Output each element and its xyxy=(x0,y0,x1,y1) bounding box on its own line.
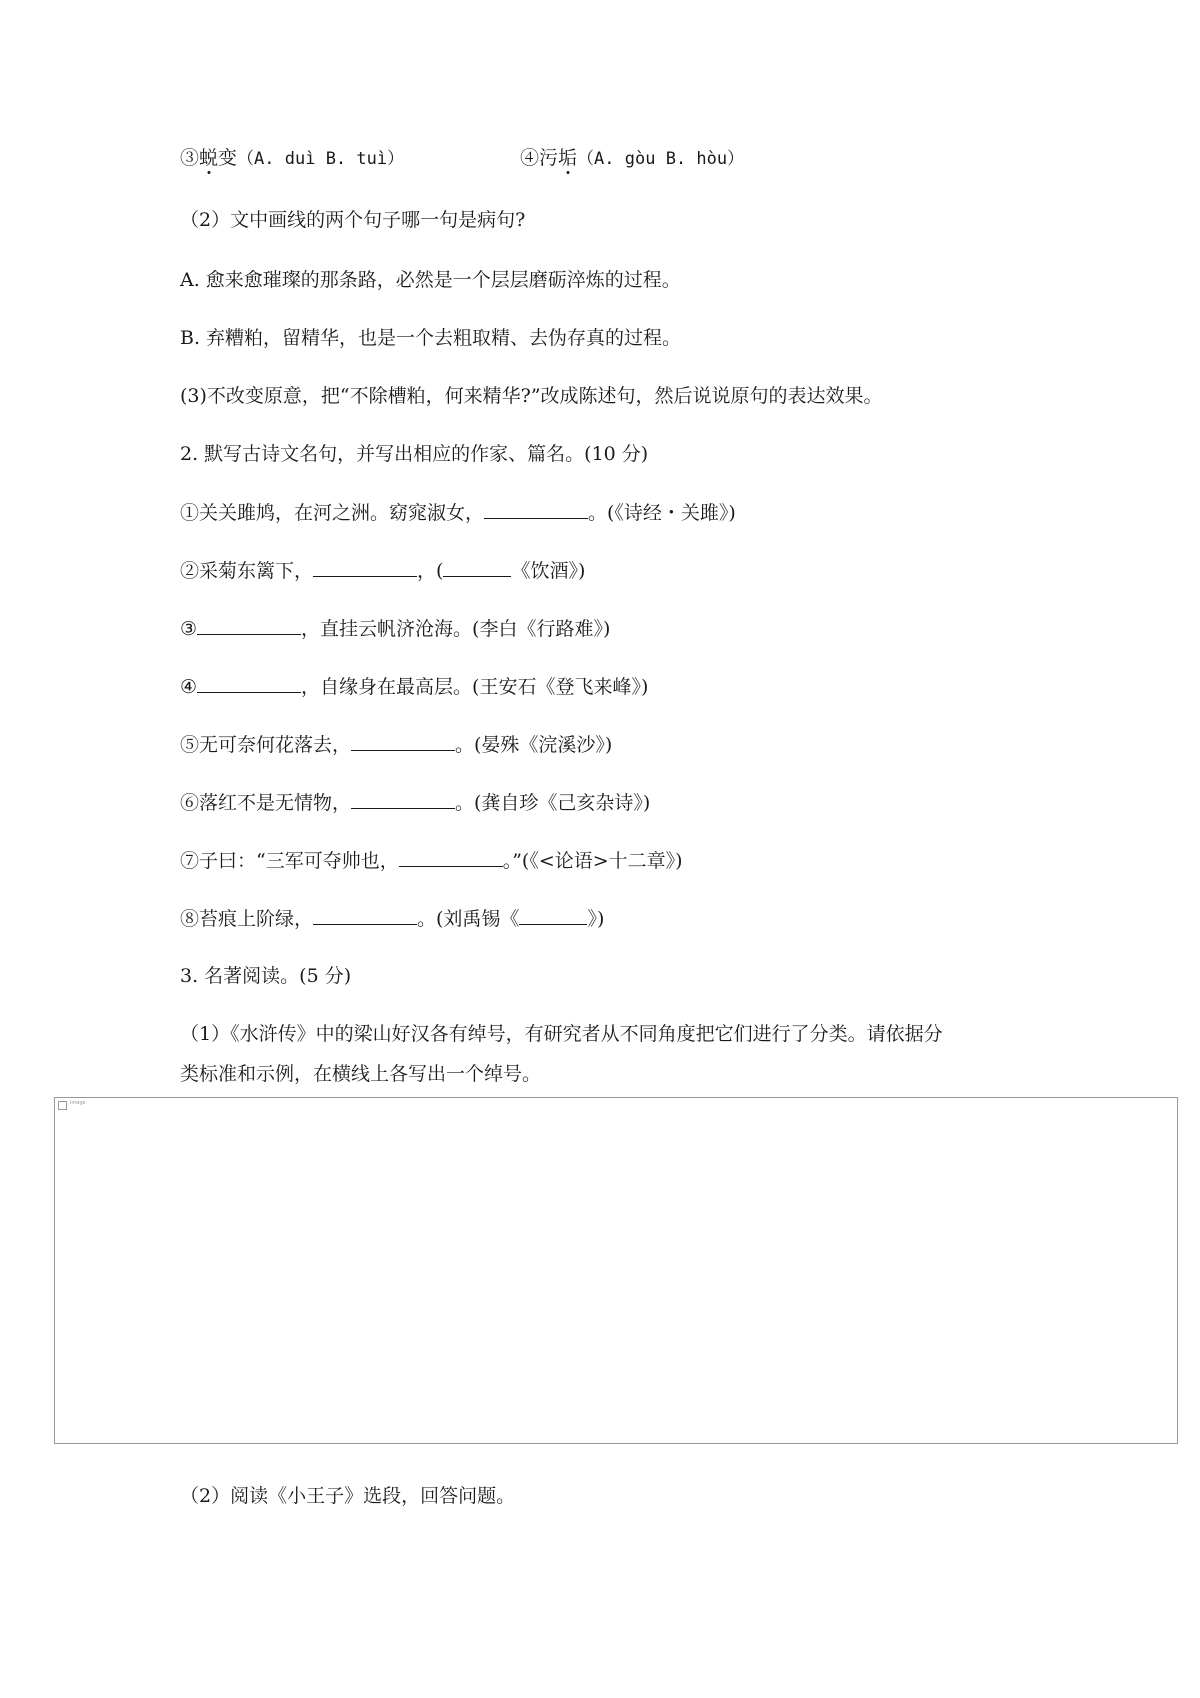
line-text: ②采菊东篱下， xyxy=(180,560,314,582)
fill-blank[interactable] xyxy=(313,906,417,925)
image-caption: image xyxy=(70,1100,86,1106)
pronunciation-item-3 xyxy=(180,146,404,171)
line-text: ，( xyxy=(417,560,444,582)
fill-blank[interactable] xyxy=(484,500,588,519)
pinyin-options: （A. gòu B. hòu） xyxy=(577,149,745,169)
fill-blank[interactable] xyxy=(351,790,455,809)
line-text: 》) xyxy=(587,908,605,930)
question-2-title: 2. 默写古诗文名句，并写出相应的作家、篇名。(10 分) xyxy=(180,443,649,465)
question-1-sub-3: (3)不改变原意，把“不除槽粕，何来精华?”改成陈述句，然后说说原句的表达效果。 xyxy=(180,385,883,407)
line-text: ，直挂云帆济沧海。(李白《行路难》) xyxy=(301,618,611,640)
dotted-char: 蜕 xyxy=(199,147,219,169)
recitation-line-6 xyxy=(180,790,650,815)
line-text: ，自缘身在最高层。(王安石《登飞来峰》) xyxy=(301,676,649,698)
recitation-line-1 xyxy=(180,500,736,525)
line-text: ⑤无可奈何花落去， xyxy=(180,734,352,756)
recitation-line-8 xyxy=(180,906,604,931)
fill-blank[interactable] xyxy=(351,732,455,751)
question-1-sub-2: （2）文中画线的两个句子哪一句是病句? xyxy=(180,209,526,231)
recitation-line-7 xyxy=(180,848,683,873)
line-text: 。”(《<论语>十二章》) xyxy=(502,850,683,872)
fill-blank[interactable] xyxy=(313,558,417,577)
line-text: ①关关雎鸠，在河之洲。窈窕淑女， xyxy=(180,502,485,524)
line-text: 。(《诗经・关雎》) xyxy=(588,502,736,524)
item-number: ③ xyxy=(180,147,200,169)
pronunciation-item-4 xyxy=(520,146,744,171)
question-3-sub-2: （2）阅读《小王子》选段，回答问题。 xyxy=(180,1485,516,1507)
recitation-line-3 xyxy=(180,616,610,641)
recitation-line-5 xyxy=(180,732,612,757)
option-a: A. 愈来愈璀璨的那条路，必然是一个层层磨砺淬炼的过程。 xyxy=(180,269,681,291)
recitation-line-2 xyxy=(180,558,585,583)
plain-char: 变 xyxy=(218,147,238,169)
line-text: ③ xyxy=(180,618,198,640)
line-text: ⑦子曰：“三军可夺帅也， xyxy=(180,850,399,872)
line-text: 。(刘禹锡《 xyxy=(417,908,520,930)
fill-blank[interactable] xyxy=(197,616,301,635)
line-text: ④ xyxy=(180,676,198,698)
missing-image-frame xyxy=(54,1097,1178,1444)
item-number: ④ xyxy=(520,147,540,169)
question-3-title: 3. 名著阅读。(5 分) xyxy=(180,965,352,987)
line-text: 《饮酒》) xyxy=(511,560,586,582)
dotted-char: 垢 xyxy=(558,147,578,169)
fill-blank[interactable] xyxy=(519,906,587,925)
line-text: 。(晏殊《浣溪沙》) xyxy=(455,734,613,756)
fill-blank[interactable] xyxy=(443,558,511,577)
line-text: 。(龚自珍《己亥杂诗》) xyxy=(455,792,651,814)
fill-blank[interactable] xyxy=(197,674,301,693)
fill-blank[interactable] xyxy=(399,848,503,867)
broken-image-icon xyxy=(58,1101,67,1110)
question-3-sub-1-line-2: 类标准和示例，在横线上各写出一个绰号。 xyxy=(180,1063,542,1085)
plain-char: 污 xyxy=(539,147,559,169)
pinyin-options: （A. duì B. tuì） xyxy=(237,149,405,169)
recitation-line-4 xyxy=(180,674,648,699)
line-text: ⑥落红不是无情物， xyxy=(180,792,352,814)
option-b: B. 弃糟粕，留精华，也是一个去粗取精、去伪存真的过程。 xyxy=(180,327,682,349)
question-3-sub-1-line-1: （1）《水浒传》中的梁山好汉各有绰号，有研究者从不同角度把它们进行了分类。请依据分 xyxy=(180,1023,943,1045)
line-text: ⑧苔痕上阶绿， xyxy=(180,908,314,930)
